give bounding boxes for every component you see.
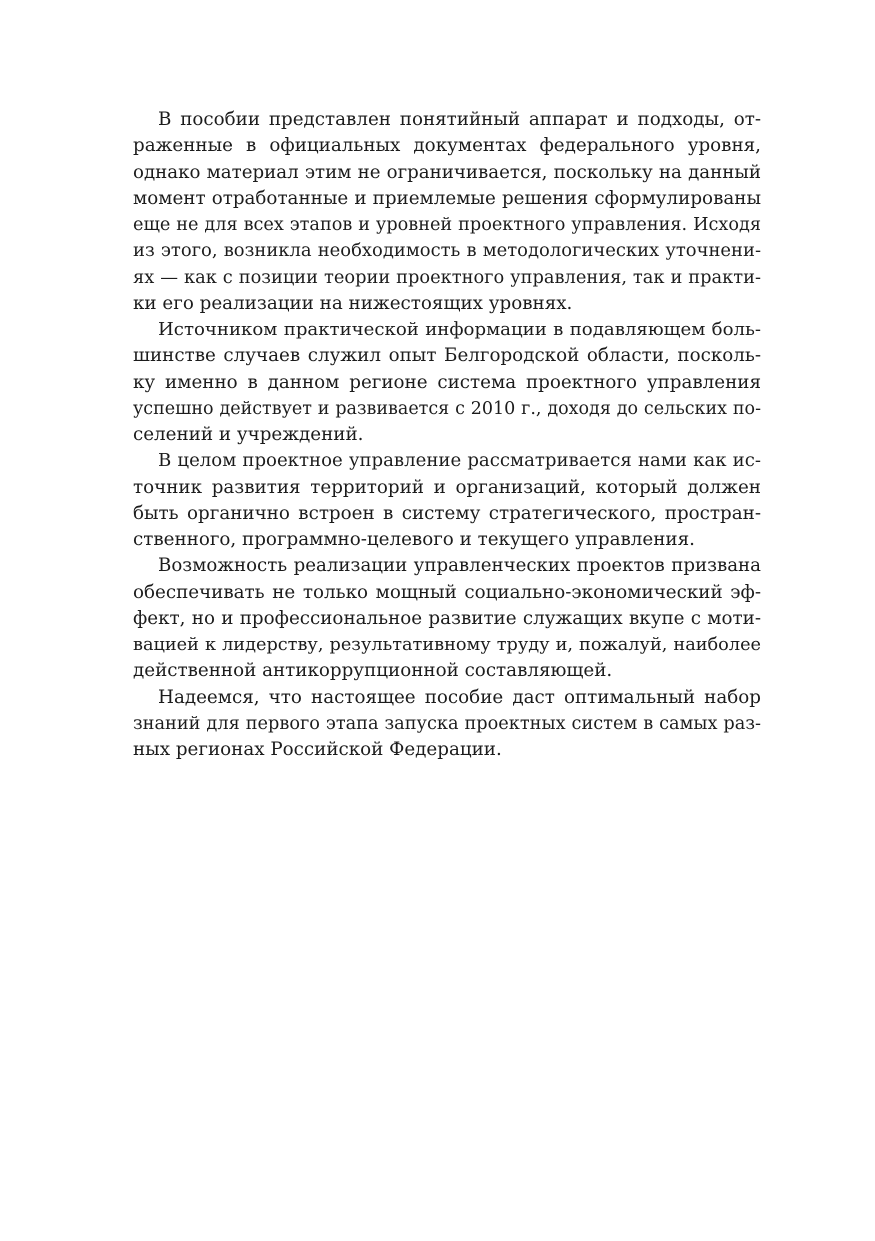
text-line: еще не для всех этапов и уровней проектного управления. Исходя [133, 215, 761, 235]
paragraph-4 [133, 553, 761, 684]
text-line: фект, но и профессиональное развитие служащих вкупе с моти- [133, 607, 761, 629]
text-line: ственного, программно-целевого и текущего управления. [133, 529, 695, 550]
text-line: момент отработанные и приемлемые решения сформулированы [133, 187, 761, 209]
text-line: ку именно в данном регионе система проектного управления [133, 371, 761, 393]
text-line: селений и учреждений. [133, 424, 364, 445]
paragraph-5 [133, 685, 761, 764]
text-line: точник развития территорий и организаций, который должен [133, 476, 761, 498]
text-line: ях — как с позиции теории проектного управления, так и практи- [133, 266, 761, 288]
text-line: однако материал этим не ограничивается, поскольку на данный [133, 161, 761, 183]
text-line: обеспечивать не только мощный социально-экономический эф- [133, 581, 761, 603]
text-line: вацией к лидерству, результативному труду и, пожалуй, наиболее [133, 635, 761, 655]
text-line: В пособии представлен понятийный аппарат и подходы, от- [158, 109, 761, 130]
text-line: шинстве случаев служил опыт Белгородской области, посколь- [133, 345, 761, 367]
paragraph-3 [133, 448, 761, 553]
paragraph-2 [133, 317, 761, 448]
text-line: действенной антикоррупционной составляющей. [133, 660, 613, 682]
text-line: ки его реализации на нижестоящих уровнях. [133, 292, 573, 314]
text-line: быть органично встроен в систему стратегического, простран- [133, 502, 761, 524]
body-text [133, 107, 761, 763]
text-line: В целом проектное управление рассматривается нами как ис- [158, 450, 761, 472]
text-line: знаний для первого этапа запуска проектных систем в самых раз- [133, 713, 761, 734]
text-line: Возможность реализации управленческих проектов призвана [158, 555, 761, 577]
text-line: успешно действует и развивается с 2010 г., доходя до сельских по- [133, 398, 761, 419]
paragraph-1 [133, 107, 761, 317]
text-line: раженные в официальных документах федерального уровня, [133, 135, 761, 157]
text-line: ных регионах Российской Федерации. [133, 739, 502, 760]
text-line: Надеемся, что настоящее пособие даст оптимальный набор [158, 686, 761, 708]
text-line: из этого, возникла необходимость в методологических уточнени- [133, 240, 761, 262]
text-line: Источником практической информации в подавляющем боль- [158, 319, 761, 340]
